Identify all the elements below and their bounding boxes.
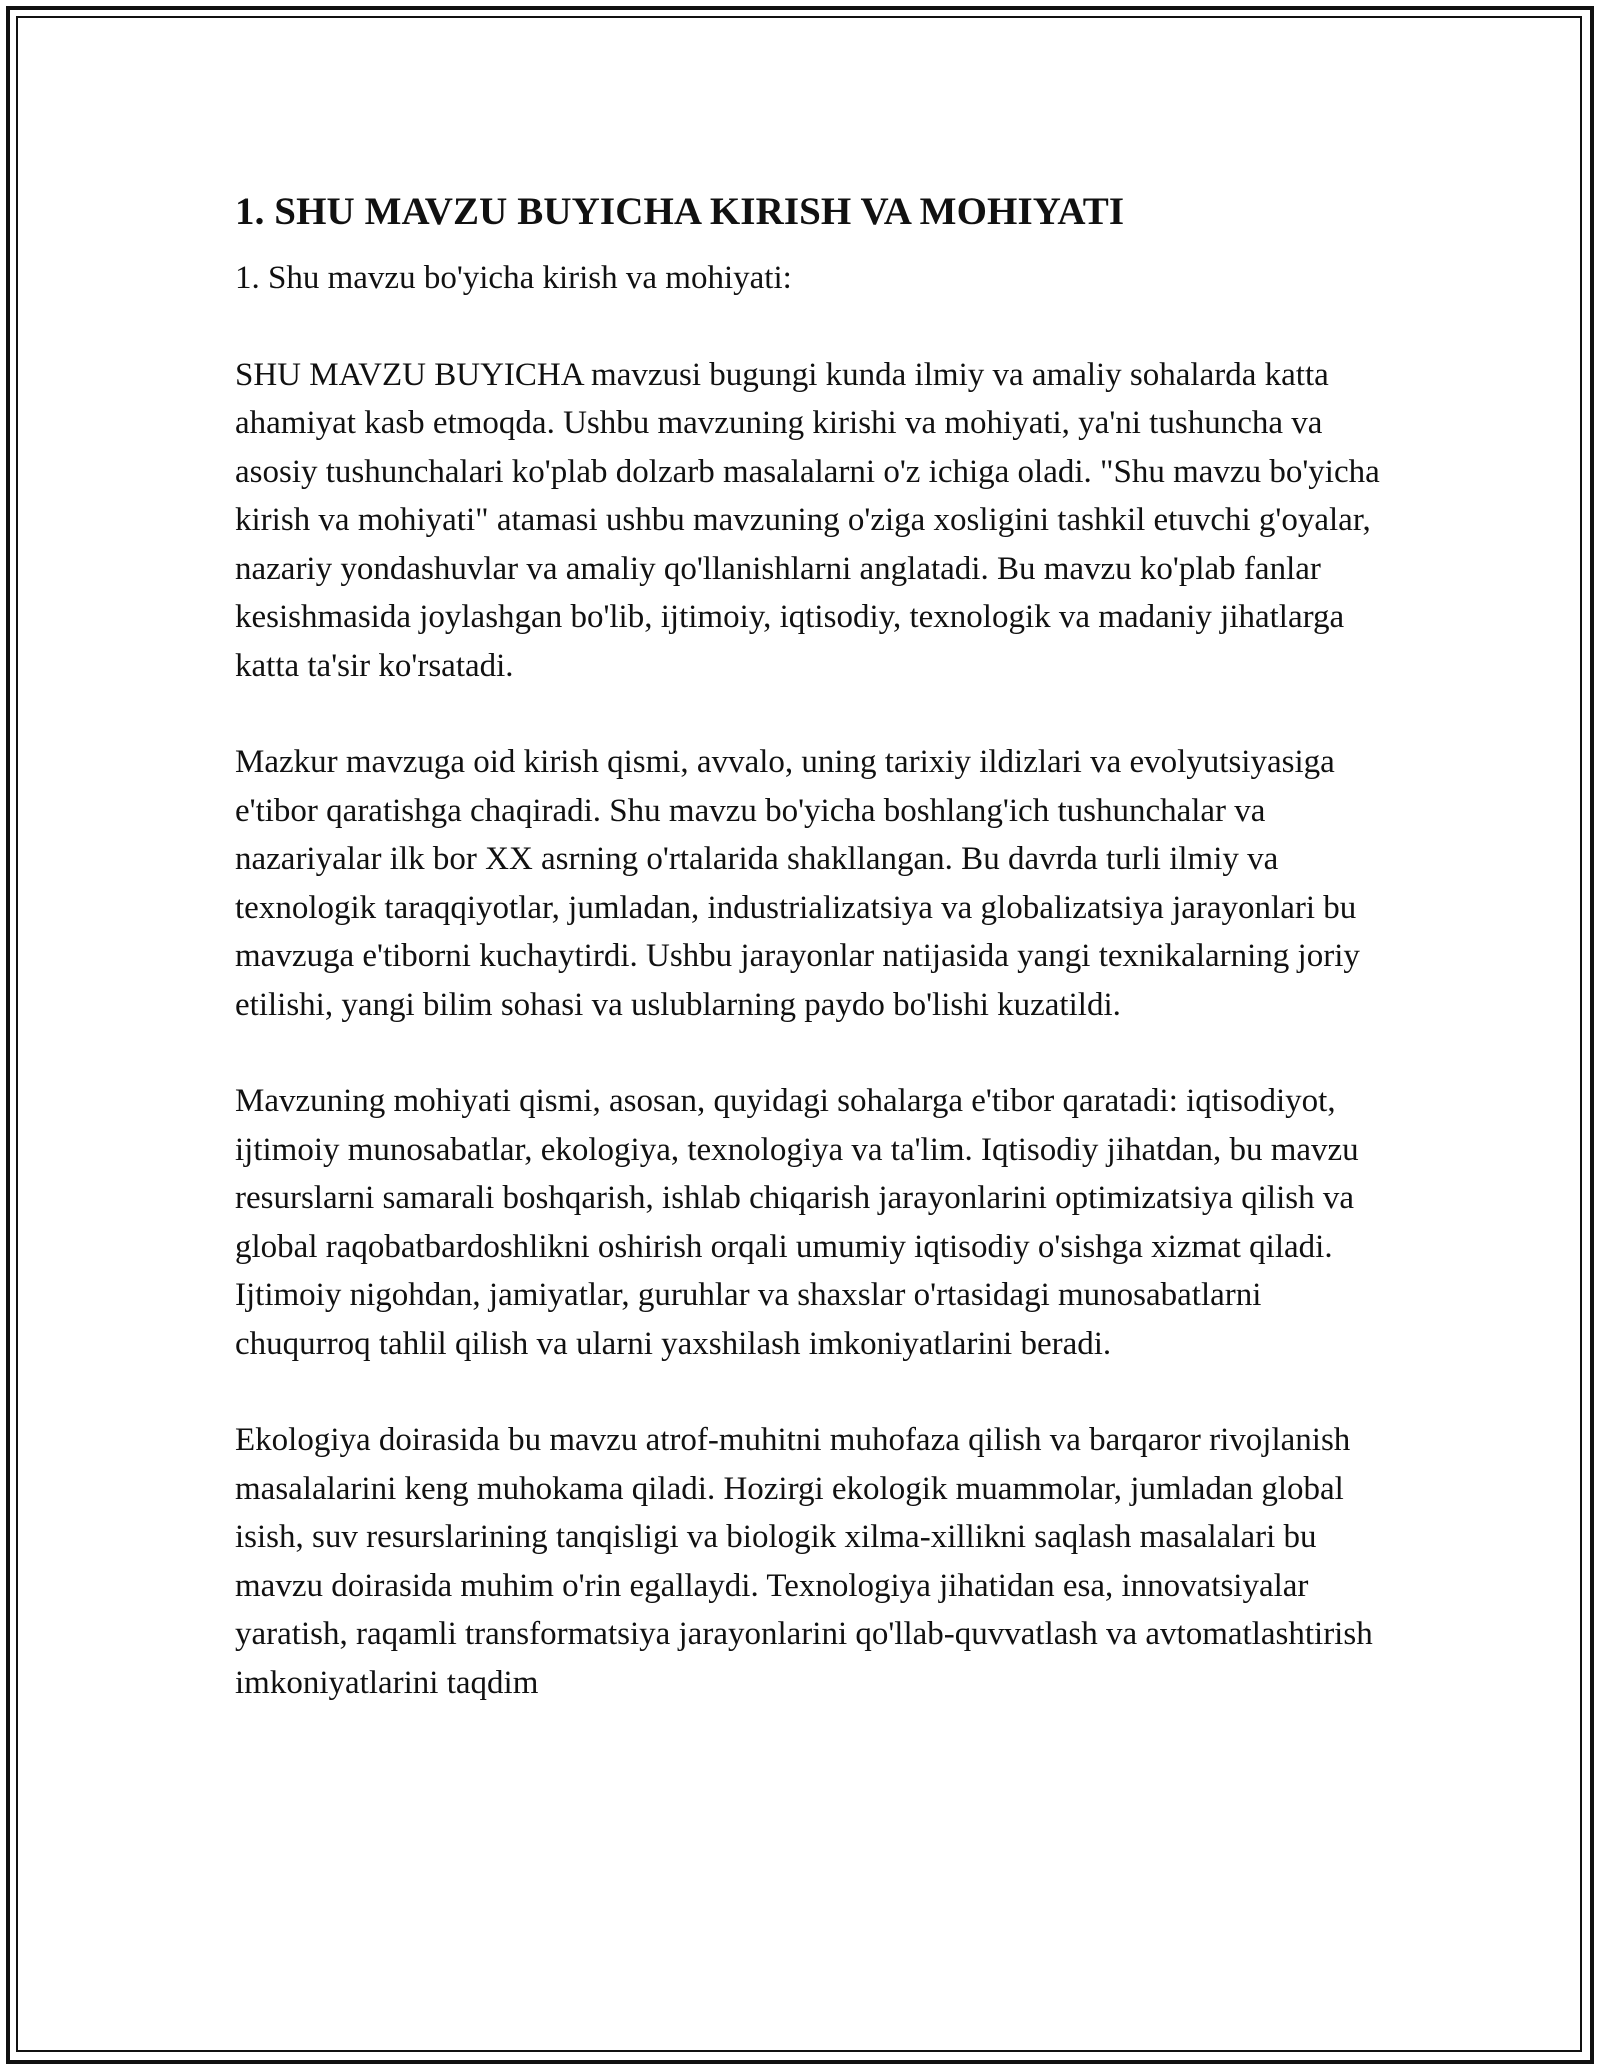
section-subheading: 1. Shu mavzu bo'yicha kirish va mohiyati: (235, 260, 792, 296)
document-body (235, 186, 1395, 1707)
paragraph-4: Ekologiya doirasida bu mavzu atrof-muhitni muhofaza qilish va barqaror rivojlanish masalalarini keng muhokama qiladi. Hozirgi ekologik muammolar, jumladan global isish, suv resurslarining tanqisligi va biologik xilma-xillikni saqlash masalalari bu mavzu doirasida muhim o'rin egallaydi. Texnologiya jihatidan esa, innovatsiyalar yaratish, raqamli transformatsiya jarayonlarini qo'llab-quvvatlash va avtomatlashtirish imkoniyatlarini taqdim (235, 1422, 1373, 1701)
paragraph-1: SHU MAVZU BUYICHA mavzusi bugungi kunda ilmiy va amaliy sohalarda katta ahamiyat kasb etmoqda. Ushbu mavzuning kirishi va mohiyati, ya'ni tushuncha va asosiy tushunchalari ko'plab dolzarb masalalarni o'z ichiga oladi. "Shu mavzu bo'yicha kirish va mohiyati" atamasi ushbu mavzuning o'ziga xosligini tashkil etuvchi g'oyalar, nazariy yondashuvlar va amaliy qo'llanishlarni anglatadi. Bu mavzu ko'plab fanlar kesishmasida joylashgan bo'lib, ijtimoiy, iqtisodiy, texnologik va madaniy jihatlarga katta ta'sir ko'rsatadi. (235, 356, 1380, 684)
paragraph-3: Mavzuning mohiyati qismi, asosan, quyidagi sohalarga e'tibor qaratadi: iqtisodiyot, ijtimoiy munosabatlar, ekologiya, texnologiya va ta'lim. Iqtisodiy jihatdan, bu mavzu resurslarni samarali boshqarish, ishlab chiqarish jarayonlarini optimizatsiya qilish va global raqobatbardoshlikni oshirish orqali umumiy iqtisodiy o'sishga xizmat qiladi. Ijtimoiy nigohdan, jamiyatlar, guruhlar va shaxslar o'rtasidagi munosabatlarni chuqurroq tahlil qilish va ularni yaxshilash imkoniyatlarini beradi. (235, 1083, 1359, 1362)
section-heading: 1. SHU MAVZU BUYICHA KIRISH VA MOHIYATI (235, 190, 1125, 233)
paragraph-2: Mazkur mavzuga oid kirish qismi, avvalo, uning tarixiy ildizlari va evolyutsiyasiga e'tibor qaratishga chaqiradi. Shu mavzu bo'yicha boshlang'ich tushunchalar va nazariyalar ilk bor XX asrning o'rtalarida shakllangan. Bu davrda turli ilmiy va texnologik taraqqiyotlar, jumladan, industrializatsiya va globalizatsiya jarayonlari bu mavzuga e'tiborni kuchaytirdi. Ushbu jarayonlar natijasida yangi texnikalarning joriy etilishi, yangi bilim sohasi va uslublarning paydo bo'lishi kuzatildi. (235, 744, 1360, 1023)
